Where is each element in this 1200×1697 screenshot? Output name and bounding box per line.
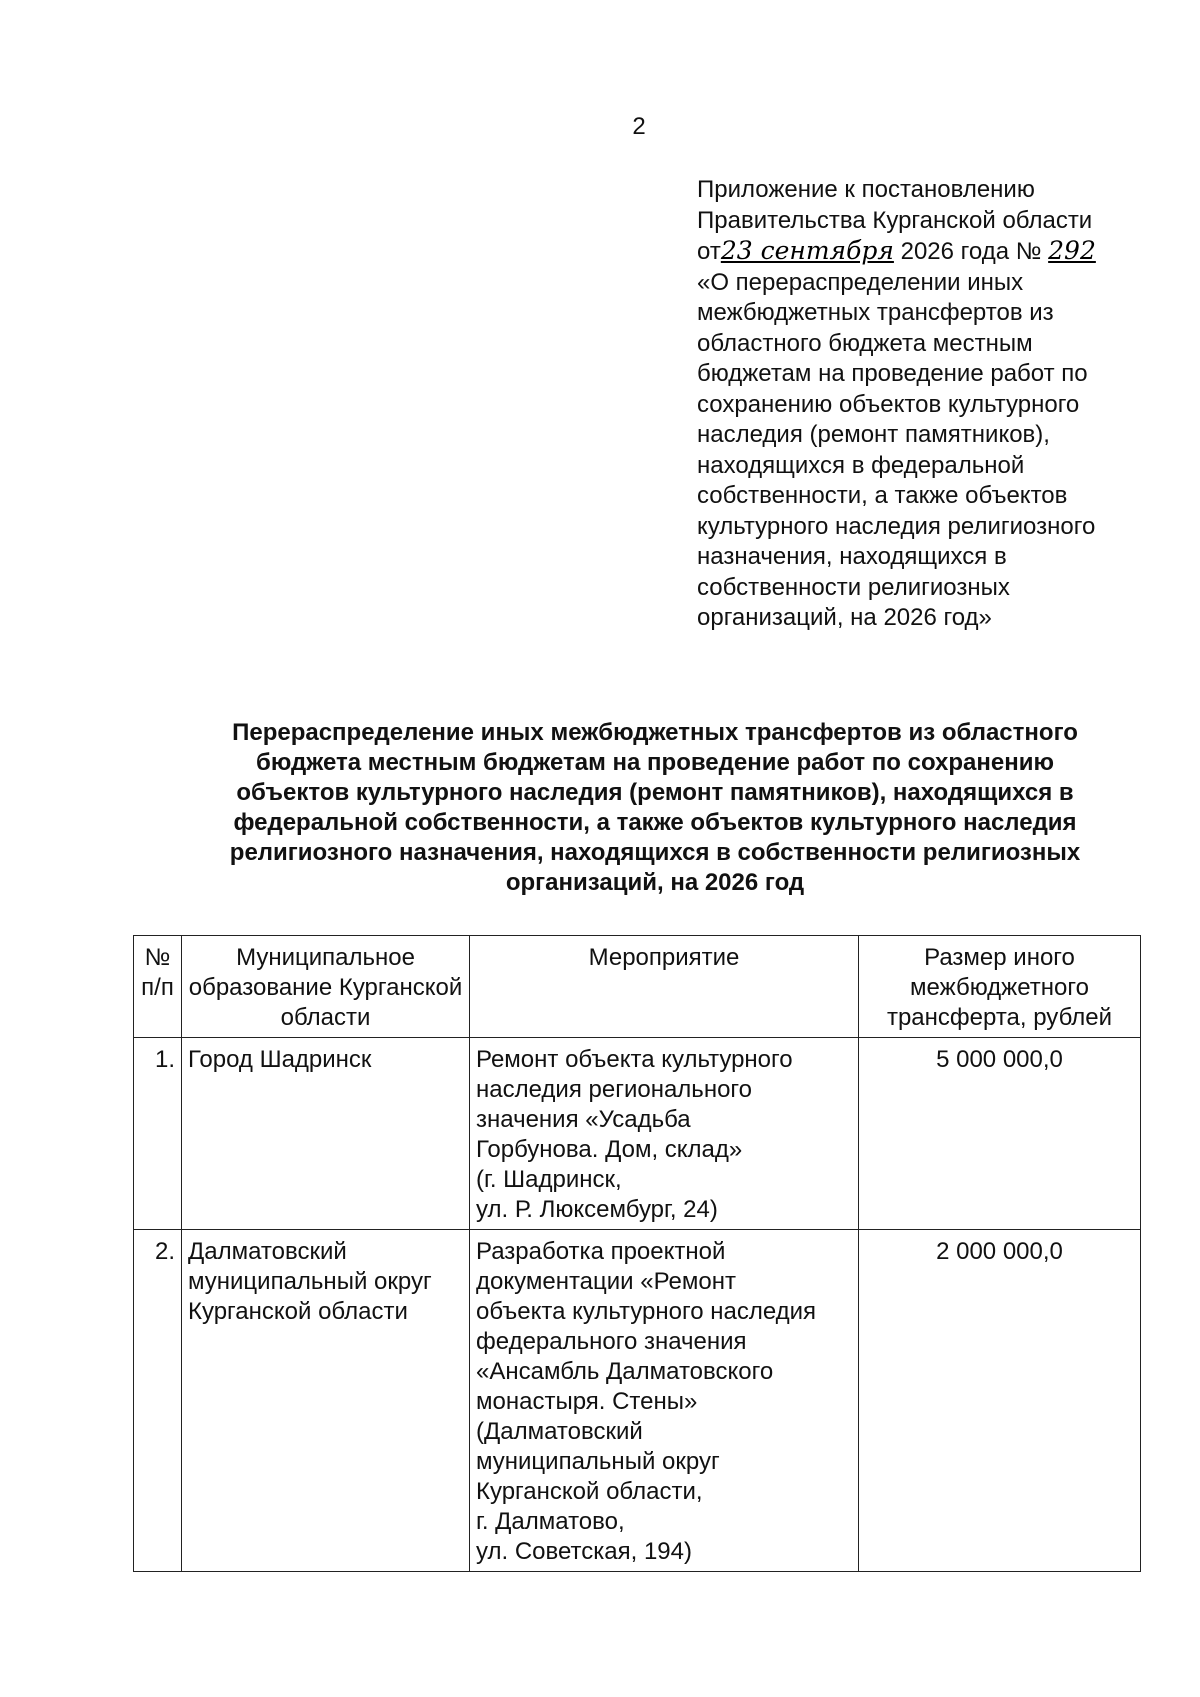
table-row	[134, 1038, 1141, 1230]
title-line: федеральной собственности, а также объектов культурного наследия	[233, 809, 1077, 836]
title-line: религиозного назначения, находящихся в собственности религиозных	[229, 839, 1081, 866]
document-title	[160, 718, 1150, 898]
appendix-subject-line: собственности, а также объектов	[697, 482, 1068, 509]
row-municipality: Город Шадринск	[182, 1038, 470, 1230]
appendix-subject-line: межбюджетных трансфертов из	[697, 299, 1054, 326]
appendix-subject-line: находящихся в федеральной	[697, 451, 1025, 479]
header-municipality: Муниципальное образование Курганской области	[182, 936, 470, 1038]
date-middle: 2026 года №	[900, 238, 1042, 265]
appendix-subject-line: областного бюджета местным	[697, 329, 1033, 357]
row-amount: 5 000 000,0	[859, 1038, 1141, 1230]
appendix-subject-line: наследия (ремонт памятников),	[697, 421, 1050, 448]
page-number: 2	[632, 113, 646, 140]
appendix-subject-line: собственности религиозных	[697, 573, 1010, 601]
title-line: бюджета местным бюджетам на проведение работ по сохранению	[256, 749, 1054, 776]
row-event: Разработка проектной документации «Ремонт объекта культурного наследия федерального значения «Ансамбль Далматовского монастыря. Стены» (Далматовский муниципальный округ Курганской области, г. Далматово, ул. Советская, 194)	[470, 1230, 859, 1572]
handwritten-number: 292	[1048, 236, 1096, 265]
header-num: № п/п	[134, 936, 182, 1038]
appendix-subject-line: культурного наследия религиозного	[697, 512, 1096, 540]
appendix-subject-line: организаций, на 2026 год»	[697, 604, 992, 631]
allocation-table	[133, 935, 1141, 1572]
row-event: Ремонт объекта культурного наследия регионального значения «Усадьба Горбунова. Дом, склад» (г. Шадринск, ул. Р. Люксембург, 24)	[470, 1038, 859, 1230]
appendix-subject-line: «О перераспределении иных	[697, 268, 1024, 296]
row-number: 1.	[134, 1038, 182, 1230]
header-event: Мероприятие	[470, 936, 859, 1038]
row-municipality: Далматовский муниципальный округ Курганской области	[182, 1230, 470, 1572]
appendix-line: Приложение к постановлению	[697, 176, 1035, 203]
appendix-line: Правительства Курганской области	[697, 206, 1093, 234]
appendix-subject-line: назначения, находящихся в	[697, 543, 1007, 570]
appendix-subject-line: бюджетам на проведение работ по	[697, 360, 1088, 387]
appendix-block	[697, 175, 1167, 634]
row-amount: 2 000 000,0	[859, 1230, 1141, 1572]
title-line: объектов культурного наследия (ремонт памятников), находящихся в	[236, 779, 1074, 806]
title-line: организаций, на 2026 год	[505, 869, 805, 896]
header-amount: Размер иного межбюджетного трансферта, рублей	[859, 936, 1141, 1038]
appendix-date-line	[697, 236, 1167, 268]
appendix-subject-line: сохранению объектов культурного	[697, 390, 1080, 418]
row-number: 2.	[134, 1230, 182, 1572]
date-prefix: от	[697, 238, 721, 265]
table-row	[134, 1230, 1141, 1572]
table-header-row	[134, 936, 1141, 1038]
handwritten-date: 23 сентября	[720, 236, 894, 265]
title-line: Перераспределение иных межбюджетных трансфертов из областного	[232, 719, 1078, 746]
